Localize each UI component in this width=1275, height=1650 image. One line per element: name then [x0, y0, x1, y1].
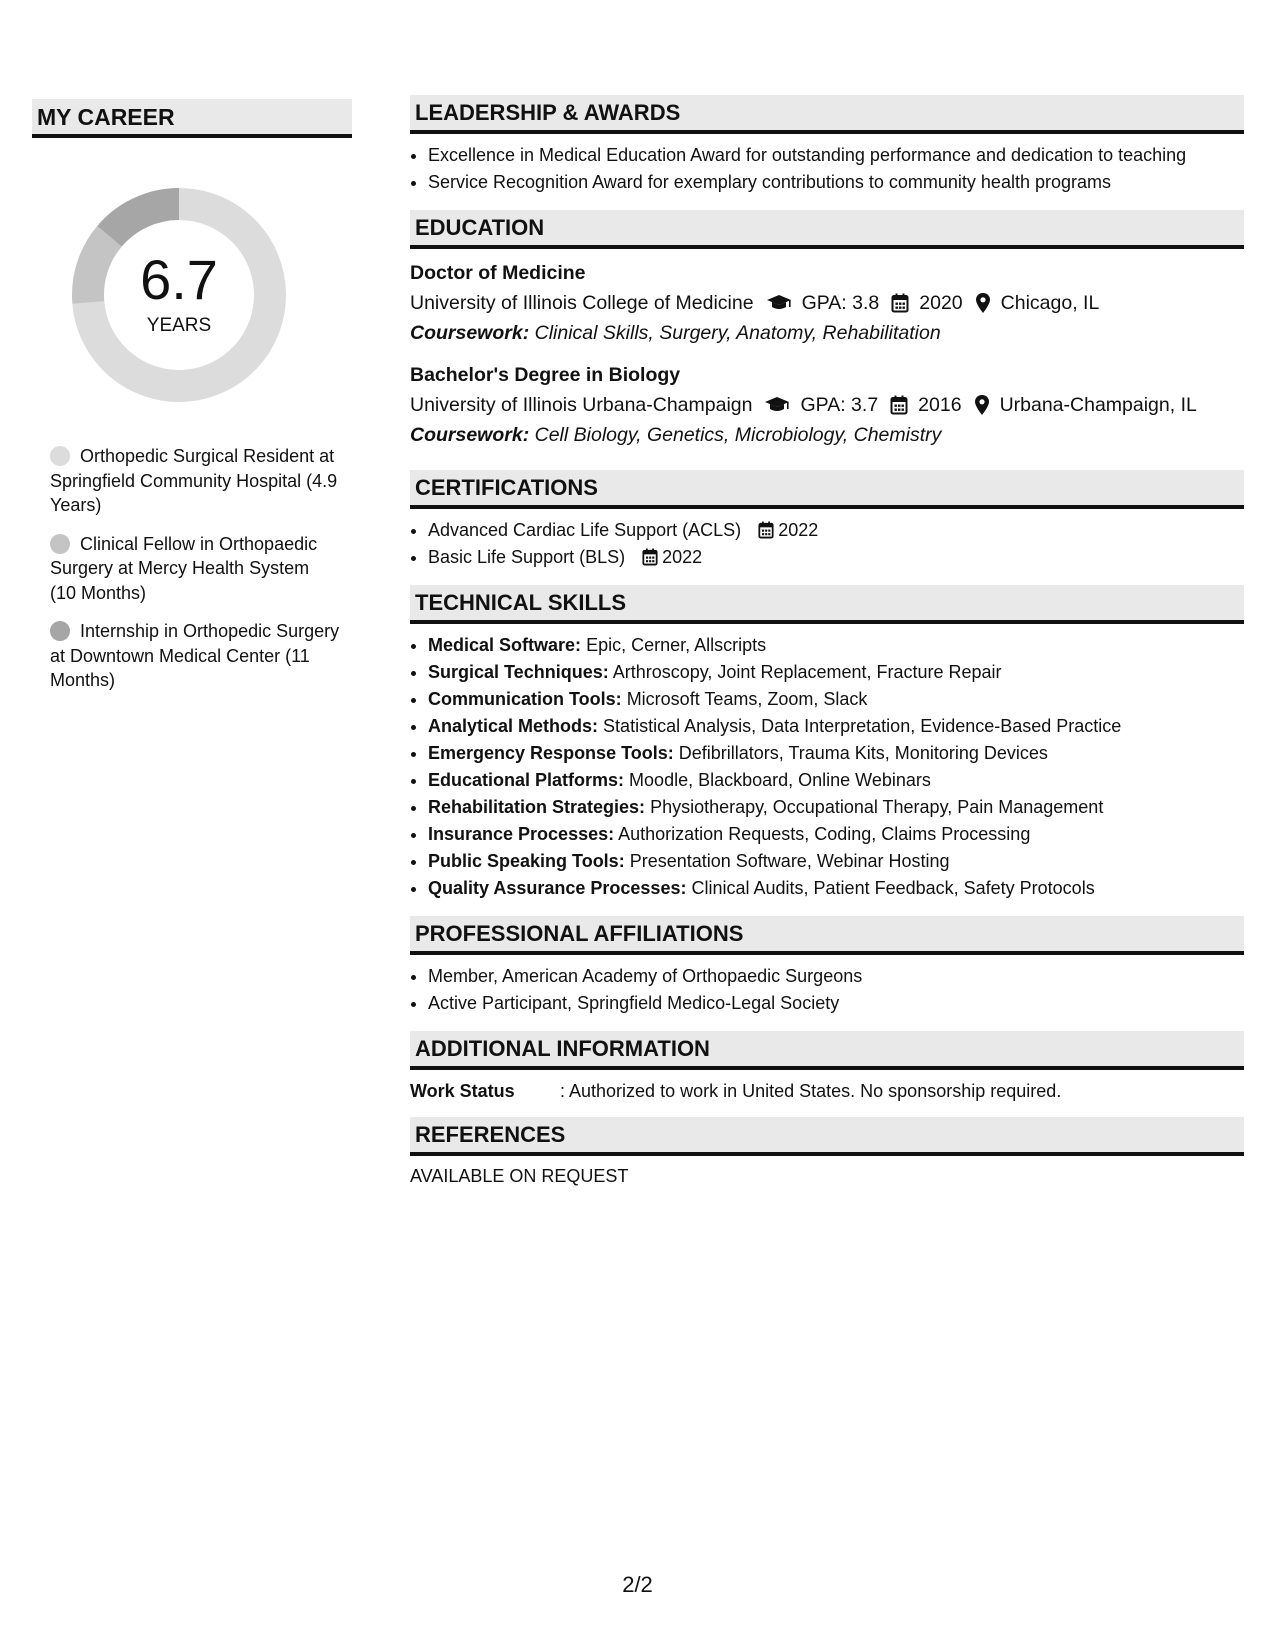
- career-item-label: Orthopedic Surgical Resident at Springfield Community Hospital (4.9 Years): [50, 446, 338, 515]
- skill-value: Presentation Software, Webinar Hosting: [629, 851, 950, 871]
- skill-label: Public Speaking Tools:: [428, 851, 625, 871]
- career-sidebar: [32, 99, 352, 707]
- main-column: [410, 95, 1244, 1187]
- school-name: University of Illinois Urbana-Champaign: [410, 394, 753, 416]
- section-title-career: MY CAREER: [32, 99, 352, 138]
- skill-value: Clinical Audits, Patient Feedback, Safety Protocols: [691, 878, 1095, 898]
- section-title-references: REFERENCES: [410, 1117, 1244, 1156]
- certification-item: [428, 544, 1244, 571]
- degree-title: Doctor of Medicine: [410, 262, 586, 284]
- skill-item: [428, 686, 1244, 713]
- list-item: • Member, American Academy of Orthopaedic Surgeons: [428, 963, 1244, 990]
- location-pin-icon: [974, 394, 990, 416]
- section-title-affiliations: PROFESSIONAL AFFILIATIONS: [410, 916, 1244, 955]
- total-years-unit: YEARS: [146, 315, 212, 336]
- skill-label: Rehabilitation Strategies:: [428, 797, 646, 817]
- skill-value: Physiotherapy, Occupational Therapy, Pain Management: [650, 797, 1104, 817]
- skill-label: Surgical Techniques:: [428, 662, 609, 682]
- certification-item: [428, 517, 1244, 544]
- skill-label: Educational Platforms:: [428, 770, 625, 790]
- graduation-year: 2020: [919, 292, 963, 314]
- skill-value: Statistical Analysis, Data Interpretation, Evidence-Based Practice: [603, 716, 1122, 736]
- legend-dot: [50, 446, 70, 466]
- education-details: [410, 288, 1244, 318]
- career-legend-item: [50, 619, 340, 693]
- coursework-list: Clinical Skills, Surgery, Anatomy, Rehabilitation: [534, 322, 941, 344]
- skill-item: [428, 740, 1244, 767]
- certification-year: 2022: [662, 547, 703, 567]
- skill-item: [428, 659, 1244, 686]
- calendar-icon: [890, 395, 908, 415]
- skill-item: [428, 794, 1244, 821]
- section-title-additional: ADDITIONAL INFORMATION: [410, 1031, 1244, 1070]
- skill-label: Insurance Processes:: [428, 824, 615, 844]
- skill-item: [428, 632, 1244, 659]
- legend-dot: [50, 621, 70, 641]
- section-title-leadership: LEADERSHIP & AWARDS: [410, 95, 1244, 134]
- degree-title: Bachelor's Degree in Biology: [410, 364, 681, 386]
- list-item: • Service Recognition Award for exemplary contributions to community health programs: [428, 169, 1244, 196]
- skill-label: Communication Tools:: [428, 689, 622, 709]
- education-entry: [410, 258, 1244, 348]
- affiliations-list: [410, 963, 1244, 1017]
- certification-name: Advanced Cardiac Life Support (ACLS): [428, 520, 742, 540]
- coursework: [410, 420, 1244, 450]
- page-number: 2/2: [622, 1572, 653, 1597]
- total-years-value: 6.7: [140, 248, 218, 311]
- certification-name: Basic Life Support (BLS): [428, 547, 626, 567]
- career-donut-chart: [64, 180, 294, 410]
- certifications-list: [410, 517, 1244, 571]
- certification-year: 2022: [778, 520, 819, 540]
- skill-item: [428, 767, 1244, 794]
- gpa-value: GPA: 3.7: [800, 394, 879, 416]
- skill-label: Emergency Response Tools:: [428, 743, 674, 763]
- skill-label: Medical Software:: [428, 635, 582, 655]
- skill-label: Analytical Methods:: [428, 716, 599, 736]
- section-title-education: EDUCATION: [410, 210, 1244, 249]
- legend-dot: [50, 534, 70, 554]
- career-item-label: Clinical Fellow in Orthopaedic Surgery at Mercy Health System (10 Months): [50, 533, 318, 603]
- school-location: Chicago, IL: [1000, 292, 1100, 314]
- skill-item: [428, 821, 1244, 848]
- skill-value: Defibrillators, Trauma Kits, Monitoring Devices: [678, 743, 1048, 763]
- donut-segment: [109, 204, 179, 236]
- coursework-list: Cell Biology, Genetics, Microbiology, Chemistry: [534, 424, 942, 446]
- education-entry: [410, 360, 1244, 450]
- calendar-icon: [642, 548, 658, 566]
- skill-item: [428, 848, 1244, 875]
- work-status-label: Work Status: [410, 1081, 515, 1101]
- career-legend-item: [50, 532, 340, 606]
- skill-item: [428, 713, 1244, 740]
- calendar-icon: [758, 521, 774, 539]
- graduation-year: 2016: [918, 394, 962, 416]
- list-item: • Excellence in Medical Education Award for outstanding performance and dedication to teaching: [428, 142, 1244, 169]
- coursework-label: Coursework:: [410, 322, 530, 344]
- skill-value: Moodle, Blackboard, Online Webinars: [629, 770, 931, 790]
- education-details: [410, 390, 1244, 420]
- leadership-list: [410, 142, 1244, 196]
- career-legend: [50, 444, 340, 693]
- skill-value: Arthroscopy, Joint Replacement, Fracture Repair: [612, 662, 1002, 682]
- skills-list: [410, 632, 1244, 902]
- skill-item: [428, 875, 1244, 902]
- work-status-row: [410, 1079, 1244, 1103]
- location-pin-icon: [975, 292, 991, 314]
- graduation-cap-icon: [764, 396, 790, 414]
- graduation-cap-icon: [766, 294, 792, 312]
- references-text: AVAILABLE ON REQUEST: [410, 1166, 629, 1186]
- career-legend-item: [50, 444, 340, 518]
- career-item-label: Internship in Orthopedic Surgery at Downtown Medical Center (11 Months): [50, 621, 340, 690]
- list-item: • Active Participant, Springfield Medico-Legal Society: [428, 990, 1244, 1017]
- skill-value: Microsoft Teams, Zoom, Slack: [626, 689, 868, 709]
- gpa-value: GPA: 3.8: [801, 292, 880, 314]
- section-title-certifications: CERTIFICATIONS: [410, 470, 1244, 509]
- skill-label: Quality Assurance Processes:: [428, 878, 687, 898]
- section-title-skills: TECHNICAL SKILLS: [410, 585, 1244, 624]
- skill-value: Epic, Cerner, Allscripts: [586, 635, 767, 655]
- work-status-value: : Authorized to work in United States. No sponsorship required.: [560, 1081, 1062, 1101]
- school-name: University of Illinois College of Medicine: [410, 292, 754, 314]
- school-location: Urbana-Champaign, IL: [999, 394, 1197, 416]
- calendar-icon: [891, 293, 909, 313]
- skill-value: Authorization Requests, Coding, Claims Processing: [618, 824, 1031, 844]
- coursework-label: Coursework:: [410, 424, 530, 446]
- coursework: [410, 318, 1244, 348]
